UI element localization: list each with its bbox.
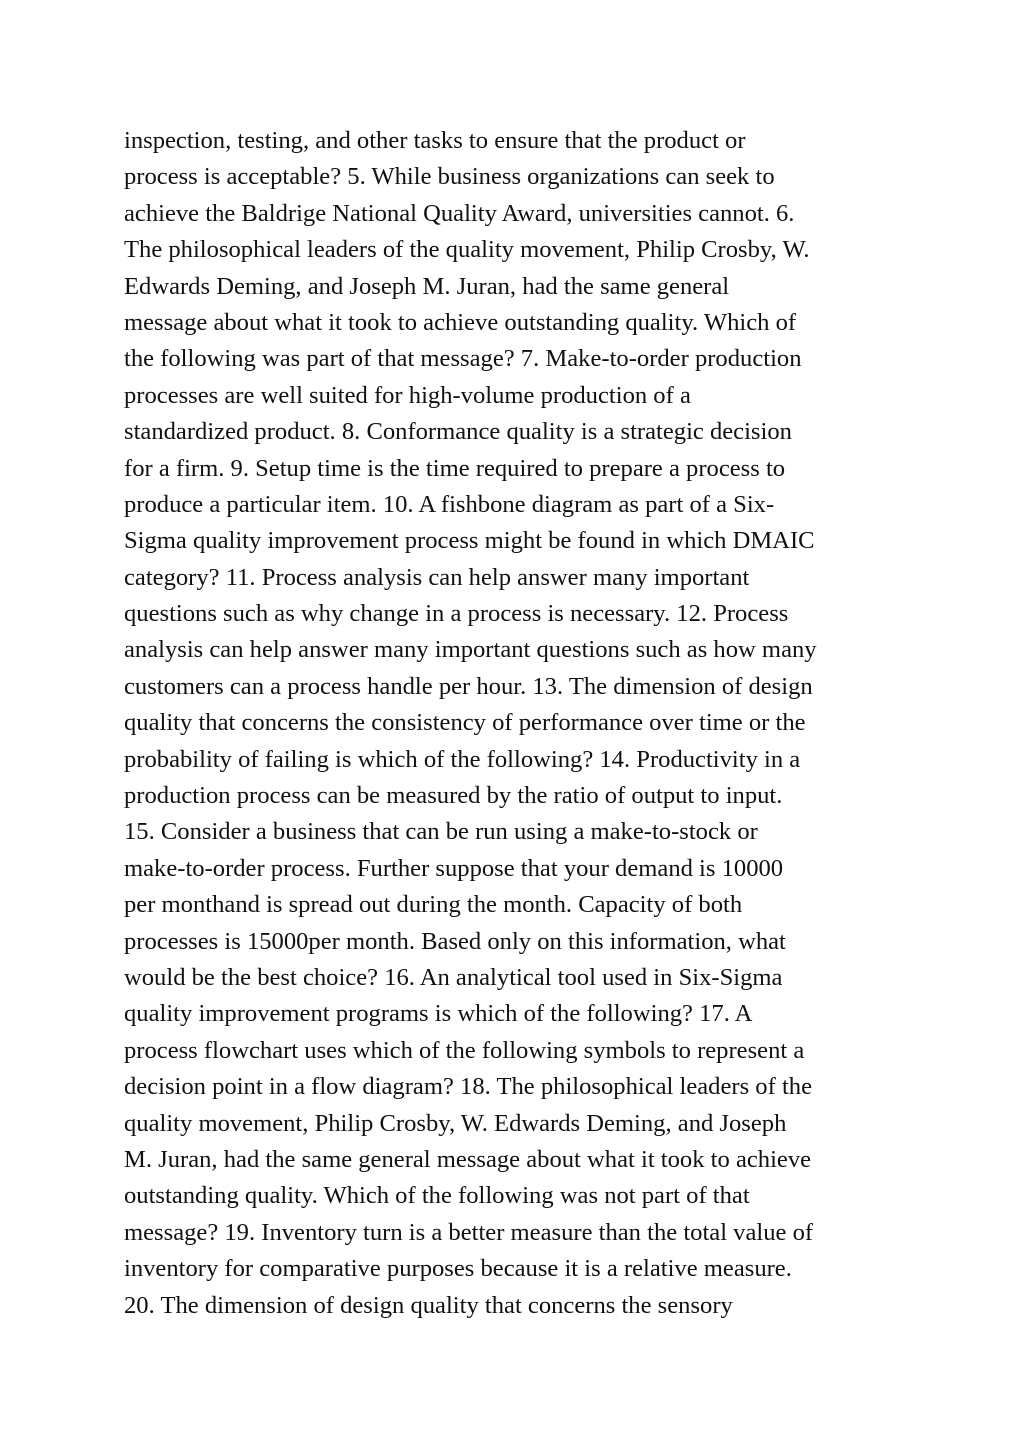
text-line: processes is 15000per month. Based only on this information, what bbox=[124, 927, 786, 955]
text-line: probability of failing is which of the following? 14. Productivity in a bbox=[124, 745, 801, 773]
text-line: The philosophical leaders of the quality movement, Philip Crosby, W. bbox=[124, 236, 810, 264]
text-line: category? 11. Process analysis can help answer many important bbox=[124, 563, 750, 591]
text-line: M. Juran, had the same general message about what it took to achieve bbox=[124, 1145, 812, 1173]
text-line: production process can be measured by the ratio of output to input. bbox=[124, 782, 783, 810]
body-text bbox=[124, 123, 924, 1324]
text-line: the following was part of that message? 7. Make-to-order production bbox=[124, 345, 802, 373]
text-line: achieve the Baldrige National Quality Award, universities cannot. 6. bbox=[124, 199, 795, 227]
text-line: quality that concerns the consistency of performance over time or the bbox=[124, 709, 806, 737]
text-line: questions such as why change in a process is necessary. 12. Process bbox=[124, 600, 789, 628]
text-line: process flowchart uses which of the following symbols to represent a bbox=[124, 1036, 805, 1064]
text-line: inspection, testing, and other tasks to ensure that the product or bbox=[124, 127, 746, 154]
text-line: per monthand is spread out during the month. Capacity of both bbox=[124, 891, 743, 919]
text-line: process is acceptable? 5. While business organizations can seek to bbox=[124, 163, 775, 191]
text-line: processes are well suited for high-volume production of a bbox=[124, 381, 691, 409]
text-line: for a firm. 9. Setup time is the time required to prepare a process to bbox=[124, 454, 786, 482]
text-line: would be the best choice? 16. An analytical tool used in Six-Sigma bbox=[124, 963, 783, 991]
text-line: make-to-order process. Further suppose that your demand is 10000 bbox=[124, 854, 784, 882]
text-line: outstanding quality. Which of the following was not part of that bbox=[124, 1182, 750, 1210]
text-line: quality movement, Philip Crosby, W. Edwards Deming, and Joseph bbox=[124, 1109, 787, 1137]
text-line: analysis can help answer many important questions such as how many bbox=[124, 636, 817, 664]
text-line: customers can a process handle per hour. 13. The dimension of design bbox=[124, 672, 813, 700]
text-line: message? 19. Inventory turn is a better measure than the total value of bbox=[124, 1218, 814, 1246]
text-line: 15. Consider a business that can be run using a make-to-stock or bbox=[124, 818, 758, 846]
text-line: decision point in a flow diagram? 18. The philosophical leaders of the bbox=[124, 1073, 812, 1101]
text-line: message about what it took to achieve outstanding quality. Which of bbox=[124, 308, 797, 336]
text-line: Edwards Deming, and Joseph M. Juran, had the same general bbox=[124, 272, 730, 300]
text-line: quality improvement programs is which of the following? 17. A bbox=[124, 1000, 753, 1028]
text-line: 20. The dimension of design quality that concerns the sensory bbox=[124, 1291, 733, 1319]
text-line: standardized product. 8. Conformance quality is a strategic decision bbox=[124, 418, 792, 446]
text-line: Sigma quality improvement process might be found in which DMAIC bbox=[124, 527, 815, 555]
text-line: produce a particular item. 10. A fishbone diagram as part of a Six- bbox=[124, 490, 775, 518]
text-line: inventory for comparative purposes because it is a relative measure. bbox=[124, 1255, 792, 1283]
